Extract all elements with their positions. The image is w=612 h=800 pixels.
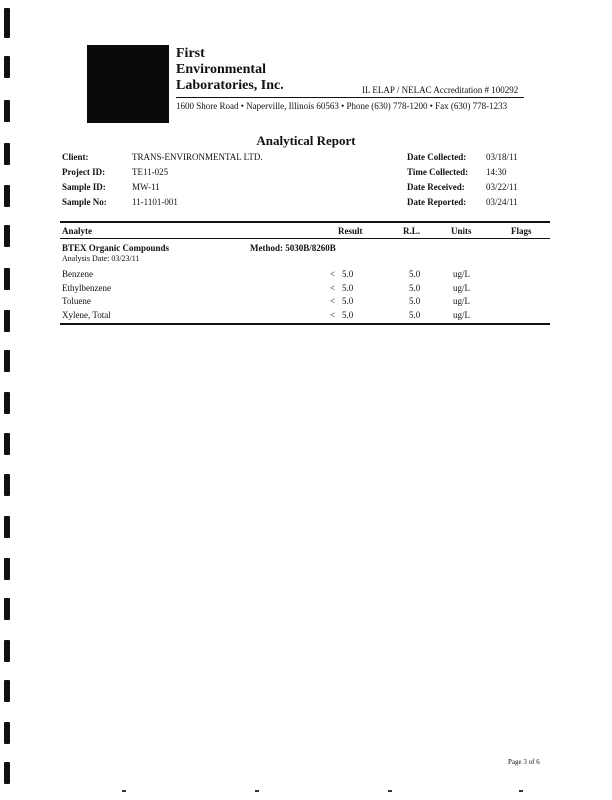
date-received-label: Date Received:: [407, 182, 465, 192]
company-address: 1600 Shore Road • Naperville, Illinois 60563 • Phone (630) 778-1200 • Fax (630) 778-1233: [176, 101, 508, 111]
sample-no-label: Sample No:: [62, 197, 107, 207]
header-flags: Flags: [511, 226, 532, 236]
company-name: [176, 46, 284, 94]
row-result: 5.0: [342, 269, 354, 279]
scan-speck: [388, 790, 392, 792]
date-collected-value: 03/18/11: [486, 152, 518, 162]
time-collected-label: Time Collected:: [407, 167, 469, 177]
row-rl: 5.0: [409, 283, 421, 293]
punch-mark: [4, 558, 10, 580]
sample-id-label: Sample ID:: [62, 182, 106, 192]
row-rl: 5.0: [409, 269, 421, 279]
group-method: Method: 5030B/8260B: [250, 243, 336, 253]
company-name-line: Laboratories, Inc.: [176, 78, 284, 93]
table-bottom-rule: [60, 323, 550, 325]
scan-speck: [122, 790, 126, 792]
date-reported-label: Date Reported:: [407, 197, 467, 207]
row-analyte: Benzene: [62, 269, 93, 279]
punch-mark: [4, 640, 10, 662]
analysis-date: Analysis Date: 03/23/11: [62, 254, 140, 263]
punch-mark: [4, 680, 10, 702]
accreditation-text: IL ELAP / NELAC Accreditation # 100292: [362, 85, 519, 95]
scan-speck: [255, 790, 259, 792]
punch-mark: [4, 762, 10, 784]
punch-mark: [4, 100, 10, 122]
table-top-rule: [60, 221, 550, 223]
row-result: 5.0: [342, 283, 354, 293]
row-qualifier: <: [330, 296, 336, 306]
punch-mark: [4, 56, 10, 78]
report-title: Analytical Report: [256, 133, 356, 148]
client-value: TRANS-ENVIRONMENTAL LTD.: [132, 152, 263, 162]
project-id-label: Project ID:: [62, 167, 106, 177]
project-id-value: TE11-025: [132, 167, 169, 177]
header-units: Units: [451, 226, 472, 236]
row-qualifier: <: [330, 283, 336, 293]
row-analyte: Xylene, Total: [62, 310, 111, 320]
row-rl: 5.0: [409, 310, 421, 320]
header-analyte: Analyte: [62, 226, 92, 236]
company-logo: [87, 45, 169, 123]
punch-mark: [4, 392, 10, 414]
punch-mark: [4, 225, 10, 247]
client-label: Client:: [62, 152, 89, 162]
scan-speck: [519, 790, 523, 792]
row-analyte: Toluene: [62, 296, 91, 306]
punch-mark: [4, 310, 10, 332]
row-units: ug/L: [453, 310, 470, 320]
row-analyte: Ethylbenzene: [62, 283, 111, 293]
company-name-line: Environmental: [176, 62, 266, 77]
date-reported-value: 03/24/11: [486, 197, 518, 207]
row-qualifier: <: [330, 269, 336, 279]
sample-id-value: MW-11: [132, 182, 160, 192]
punch-mark: [4, 598, 10, 620]
punch-mark: [4, 474, 10, 496]
punch-mark: [4, 350, 10, 372]
header-result: Result: [338, 226, 363, 236]
row-rl: 5.0: [409, 296, 421, 306]
punch-mark: [4, 268, 10, 290]
punch-mark: [4, 185, 10, 207]
row-qualifier: <: [330, 310, 336, 320]
sample-no-value: 11-1101-001: [132, 197, 178, 207]
row-units: ug/L: [453, 269, 470, 279]
row-result: 5.0: [342, 310, 354, 320]
date-received-value: 03/22/11: [486, 182, 518, 192]
punch-mark: [4, 433, 10, 455]
page-number: Page 3 of 6: [508, 758, 540, 766]
row-units: ug/L: [453, 283, 470, 293]
table-header-rule: [60, 238, 550, 239]
punch-mark: [4, 516, 10, 538]
punch-mark: [4, 722, 10, 744]
group-name: BTEX Organic Compounds: [62, 243, 170, 253]
company-name-line: First: [176, 46, 205, 61]
time-collected-value: 14:30: [486, 167, 507, 177]
header-divider: [176, 97, 524, 98]
row-result: 5.0: [342, 296, 354, 306]
row-units: ug/L: [453, 296, 470, 306]
header-rl: R.L.: [403, 226, 421, 236]
punch-mark: [4, 8, 10, 38]
date-collected-label: Date Collected:: [407, 152, 467, 162]
